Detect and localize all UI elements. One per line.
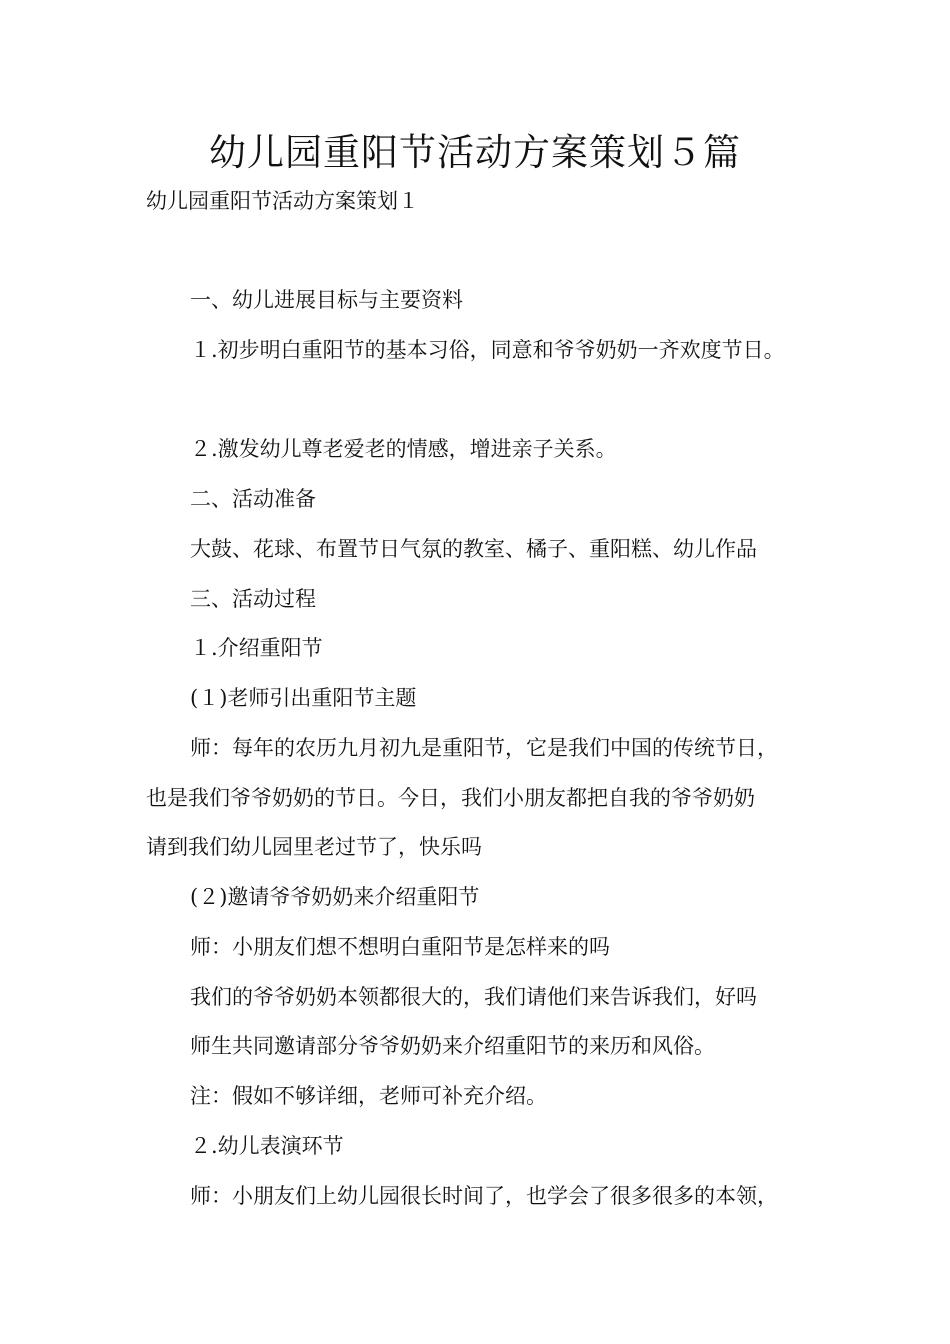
paragraph-line: 请到我们幼儿园里老过节了，快乐吗 — [146, 835, 482, 859]
section-heading-preparation: 二、活动准备 — [190, 487, 316, 511]
paragraph-line: １.介绍重阳节 — [190, 636, 323, 660]
paragraph-line: 我们的爷爷奶奶本领都很大的，我们请他们来告诉我们，好吗 — [190, 985, 757, 1009]
paragraph-line: ２.幼儿表演环节 — [190, 1134, 344, 1158]
paragraph-line: １.初步明白重阳节的基本习俗，同意和爷爷奶奶一齐欢度节日。 — [190, 338, 785, 362]
paragraph-line: 师：小朋友们想不想明白重阳节是怎样来的吗 — [190, 935, 610, 959]
paragraph-line: ２.激发幼儿尊老爱老的情感，增进亲子关系。 — [190, 437, 617, 461]
paragraph-line: 大鼓、花球、布置节日气氛的教室、橘子、重阳糕、幼儿作品 — [190, 537, 757, 561]
paragraph-line: (２)邀请爷爷奶奶来介绍重阳节 — [190, 885, 480, 909]
paragraph-line: (１)老师引出重阳节主题 — [190, 686, 417, 710]
paragraph-line: 也是我们爷爷奶奶的节日。今日，我们小朋友都把自我的爷爷奶奶 — [146, 786, 755, 810]
paragraph-line: 师生共同邀请部分爷爷奶奶来介绍重阳节的来历和风俗。 — [190, 1034, 715, 1058]
section-heading-process: 三、活动过程 — [190, 587, 316, 611]
document-title: 幼儿园重阳节活动方案策划５篇 — [209, 131, 741, 174]
section-heading-goals: 一、幼儿进展目标与主要资料 — [190, 288, 463, 312]
paragraph-line: 注：假如不够详细，老师可补充介绍。 — [190, 1084, 547, 1108]
paragraph-line: 师：每年的农历九月初九是重阳节，它是我们中国的传统节日， — [190, 736, 778, 760]
paragraph-line: 师：小朋友们上幼儿园很长时间了，也学会了很多很多的本领， — [190, 1184, 778, 1208]
document-subtitle: 幼儿园重阳节活动方案策划１ — [146, 189, 419, 213]
